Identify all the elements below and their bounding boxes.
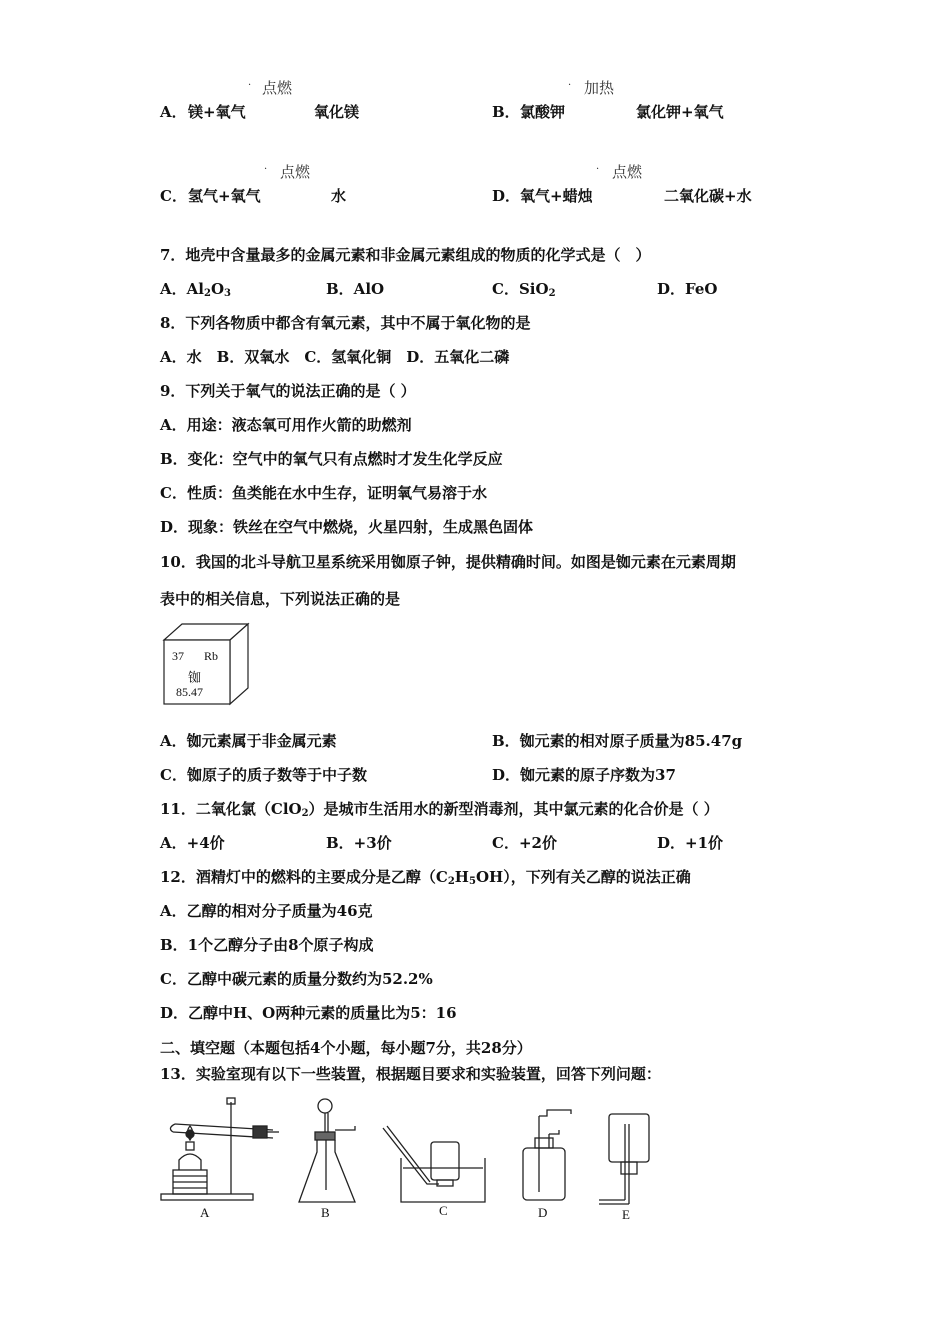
- q10-option-b: B．铷元素的相对原子质量为85.47g: [492, 732, 743, 750]
- apparatus-label-a: A: [200, 1205, 210, 1220]
- atomic-number: 37: [172, 649, 184, 663]
- q9-option-a: A．用途：液态氧可用作火箭的助燃剂: [160, 416, 412, 434]
- q7-option-b: B．AlO: [326, 280, 385, 298]
- reaction-condition: 点燃: [612, 163, 643, 181]
- q11-stem: 11．二氧化氯（ClO$_2$）是城市生活用水的新型消毒剂，其中氯元素的化合价是（ ）: [160, 800, 719, 819]
- q7-option-a: A．$Al_2O_3$: [160, 280, 231, 299]
- q12-option-b: B．1个乙醇分子由8个原子构成: [160, 936, 374, 954]
- q10-stem-line1: 10．我国的北斗导航卫星系统采用铷原子钟，提供精确时间。如图是铷元素在元素周期: [160, 553, 736, 571]
- q9-stem: 9．下列关于氧气的说法正确的是（ ）: [160, 382, 416, 400]
- q8-stem: 8．下列各物质中都含有氧元素，其中不属于氧化物的是: [160, 314, 531, 332]
- q9-option-c: C．性质：鱼类能在水中生存，证明氧气易溶于水: [160, 484, 487, 502]
- q10-option-a: A．铷元素属于非金属元素: [160, 732, 337, 750]
- apparatus-b-conical-flask: [299, 1099, 355, 1202]
- q12-stem: 12．酒精灯中的燃料的主要成分是乙醇$(C_2H_5OH)$，下列有关乙醇的说法正确: [160, 868, 691, 887]
- apparatus-e-inverted-bottle: [599, 1114, 649, 1204]
- lab-apparatus-figure: [155, 1094, 675, 1222]
- q10-stem-line2: 表中的相关信息，下列说法正确的是: [160, 590, 401, 608]
- element-symbol: Rb: [204, 649, 219, 663]
- products: 水: [331, 187, 347, 205]
- q10-option-c: C．铷原子的质子数等于中子数: [160, 766, 367, 784]
- q12-option-c: C．乙醇中碳元素的质量分数约为52.2%: [160, 970, 433, 988]
- apparatus-label-e: E: [622, 1207, 630, 1222]
- element-name: 铷: [188, 670, 202, 685]
- reaction-condition: 点燃: [262, 79, 293, 97]
- q7-option-c: C．SiO$_2$: [492, 280, 556, 299]
- q11-option-c: C．+2价: [492, 834, 557, 852]
- option-label: D．: [492, 187, 521, 205]
- apparatus-label-c: C: [439, 1203, 448, 1218]
- reactants: 镁+氧气: [188, 103, 246, 121]
- reaction-condition: 加热: [584, 79, 615, 97]
- q11-option-d: D．+1价: [657, 834, 724, 852]
- apparatus-label-d: D: [538, 1205, 548, 1220]
- q11-option-b: B．+3价: [326, 834, 392, 852]
- q13-stem: 13．实验室现有以下一些装置，根据题目要求和实验装置，回答下列问题：: [160, 1065, 661, 1083]
- option-label: A．: [160, 103, 187, 121]
- q11-option-a: A．+4价: [160, 834, 225, 852]
- option-label: B．: [492, 103, 520, 121]
- atomic-mass: 85.47: [176, 685, 203, 699]
- apparatus-d-gas-bottle: [523, 1110, 571, 1200]
- reactants: 氢气+氧气: [188, 187, 261, 205]
- products: 氯化钾+氧气: [636, 103, 724, 121]
- element-cell-rubidium: [162, 622, 250, 706]
- q12-option-d: D．乙醇中H、O两种元素的质量比为5：16: [160, 1004, 457, 1022]
- option-label: C．: [160, 187, 187, 205]
- products: 氧化镁: [314, 103, 360, 121]
- q9-option-d: D．现象：铁丝在空气中燃烧，火星四射，生成黑色固体: [160, 518, 534, 536]
- q10-option-d: D．铷元素的原子序数为37: [492, 766, 676, 784]
- section-heading: 二、填空题（本题包括4个小题，每小题7分，共28分）: [160, 1039, 532, 1057]
- apparatus-c-water-trough: [383, 1126, 485, 1202]
- q7-option-d: D．FeO: [657, 280, 718, 298]
- apparatus-label-b: B: [321, 1205, 330, 1220]
- q8-options: A．水 B．双氧水 C．氢氧化铜 D．五氧化二磷: [160, 348, 510, 366]
- q7-stem: 7．地壳中含量最多的金属元素和非金属元素组成的物质的化学式是（ ）: [160, 246, 651, 264]
- q9-option-b: B．变化：空气中的氧气只有点燃时才发生化学反应: [160, 450, 503, 468]
- products: 二氧化碳+水: [664, 187, 752, 205]
- reaction-condition: 点燃: [280, 163, 311, 181]
- reactants: 氧气+蜡烛: [520, 187, 593, 205]
- apparatus-a-heating-setup: [161, 1098, 279, 1200]
- q12-option-a: A．乙醇的相对分子质量为46克: [160, 902, 373, 920]
- reactants: 氯酸钾: [520, 103, 566, 121]
